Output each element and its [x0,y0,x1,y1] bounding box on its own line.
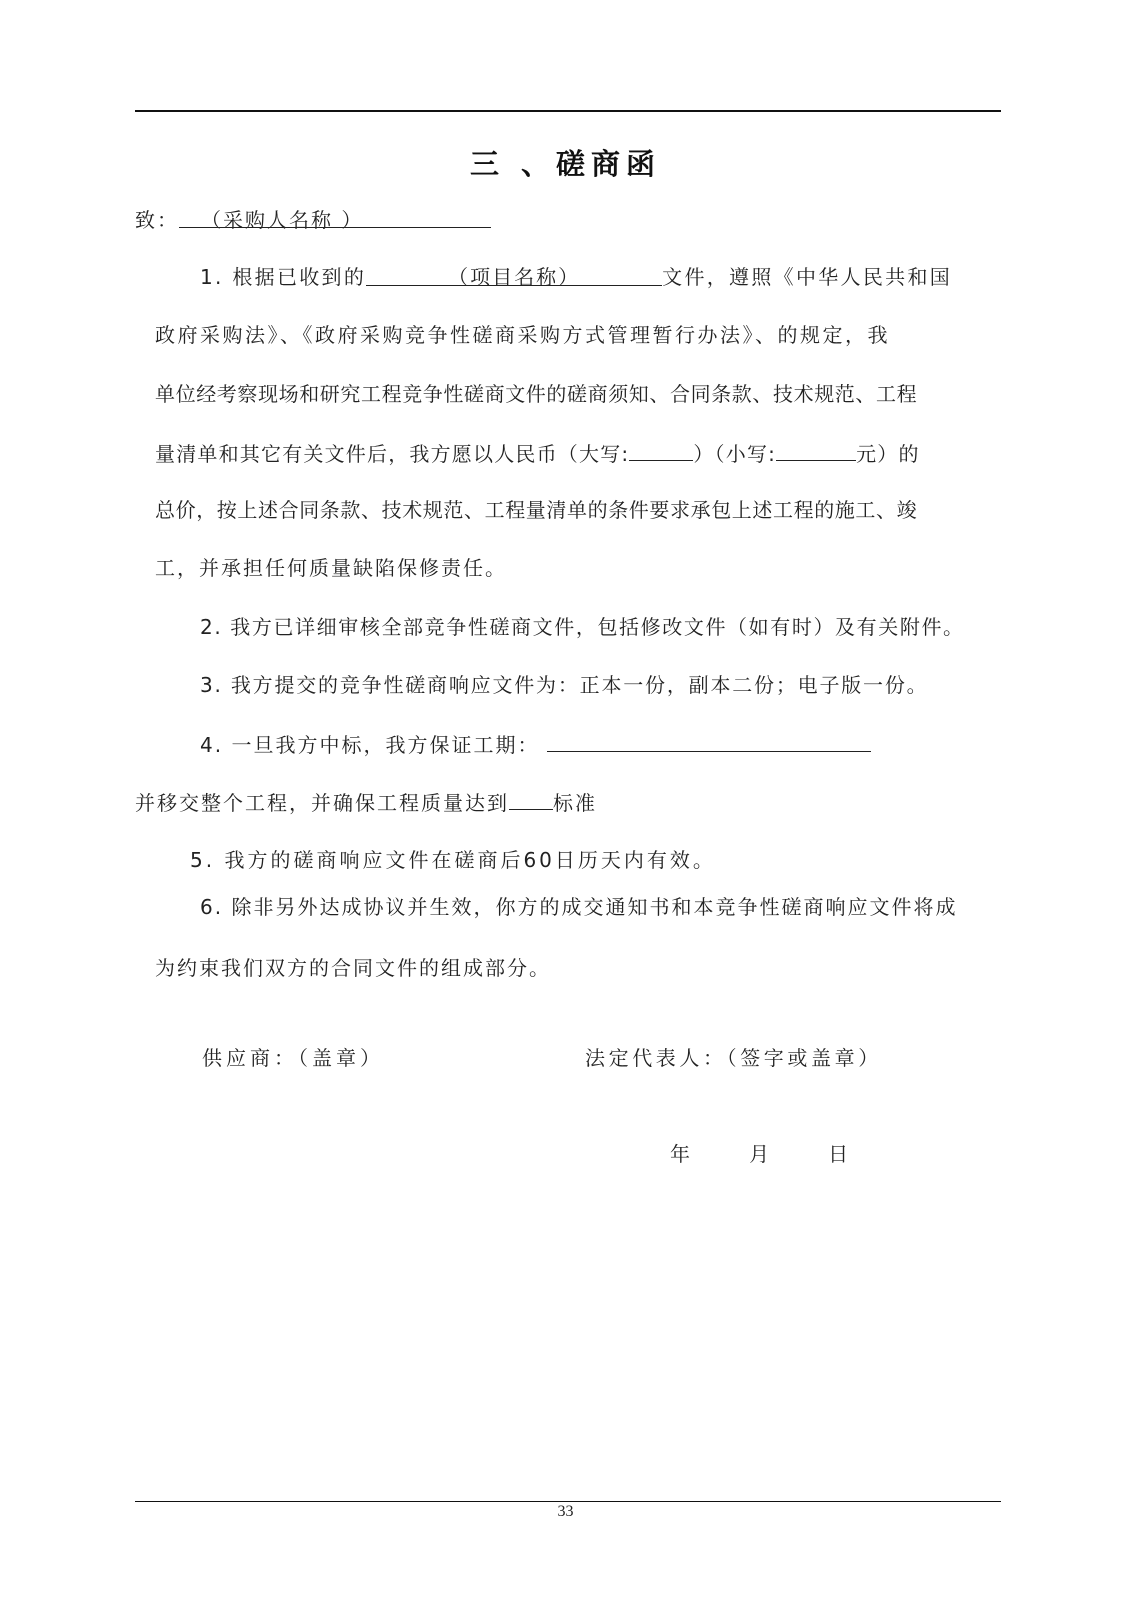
legal-rep-signature-label: 法定代表人：（签字或盖章） [585,1046,882,1070]
footer-rule [135,1501,1001,1502]
item1-prefix: 1. 根据已收到的 [200,265,367,289]
header-rule [135,110,1001,112]
item1-line1-rest: 文件，遵照《中华人民共和国 [662,265,953,289]
item6-line2: 为约束我们双方的合同文件的组成部分。 [155,956,551,980]
supplier-seal-label: 供应商：（盖章） [202,1046,384,1070]
item4-line2 [135,787,597,817]
quality-standard-blank [509,787,553,810]
page-title: 三 、磋商函 [469,147,662,181]
item4-line1-text: 4. 一旦我方中标，我方保证工期： [200,733,540,757]
item2-line: 2. 我方已详细审核全部竞争性磋商文件，包括修改文件（如有时）及有关附件。 [200,615,965,639]
item4-line2-b: 标准 [553,791,597,815]
item4-line1 [200,729,871,759]
item1-line4-c: 元）的 [856,442,920,466]
project-name-blank: （项目名称） [366,263,662,286]
item1-line4 [155,438,920,468]
addressee-line [135,206,491,234]
amount-words-blank [629,438,693,461]
item3-line: 3. 我方提交的竞争性磋商响应文件为：正本一份，副本二份；电子版一份。 [200,673,929,697]
recipient-blank: （采购人名称 ） [179,206,491,228]
item1-line4-a: 量清单和其它有关文件后，我方愿以人民币（大写: [155,442,630,466]
item1-line3: 单位经考察现场和研究工程竞争性磋商文件的磋商须知、合同条款、技术规范、工程 [155,382,918,406]
item1-line2: 政府采购法》、《政府采购竞争性磋商采购方式管理暂行办法》、的规定，我 [155,323,890,347]
item1-line1 [200,263,952,291]
date-line: 年 月 日 [670,1142,859,1166]
duration-blank [547,729,871,752]
item1-line6: 工，并承担任何质量缺陷保修责任。 [155,556,507,580]
page-number: 33 [557,1503,574,1520]
item1-line5: 总价，按上述合同条款、技术规范、工程量清单的条件要求承包上述工程的施工、竣 [155,498,918,522]
amount-figures-blank [776,438,856,461]
item6-line1: 6. 除非另外达成协议并生效，你方的成交通知书和本竞争性磋商响应文件将成 [200,895,958,919]
item5-line: 5. 我方的磋商响应文件在磋商后60日历天内有效。 [190,848,716,872]
addressee-label: 致： [135,208,179,232]
item1-line4-b: ）（小写: [693,442,777,466]
item4-line2-a: 并移交整个工程，并确保工程质量达到 [135,791,509,815]
